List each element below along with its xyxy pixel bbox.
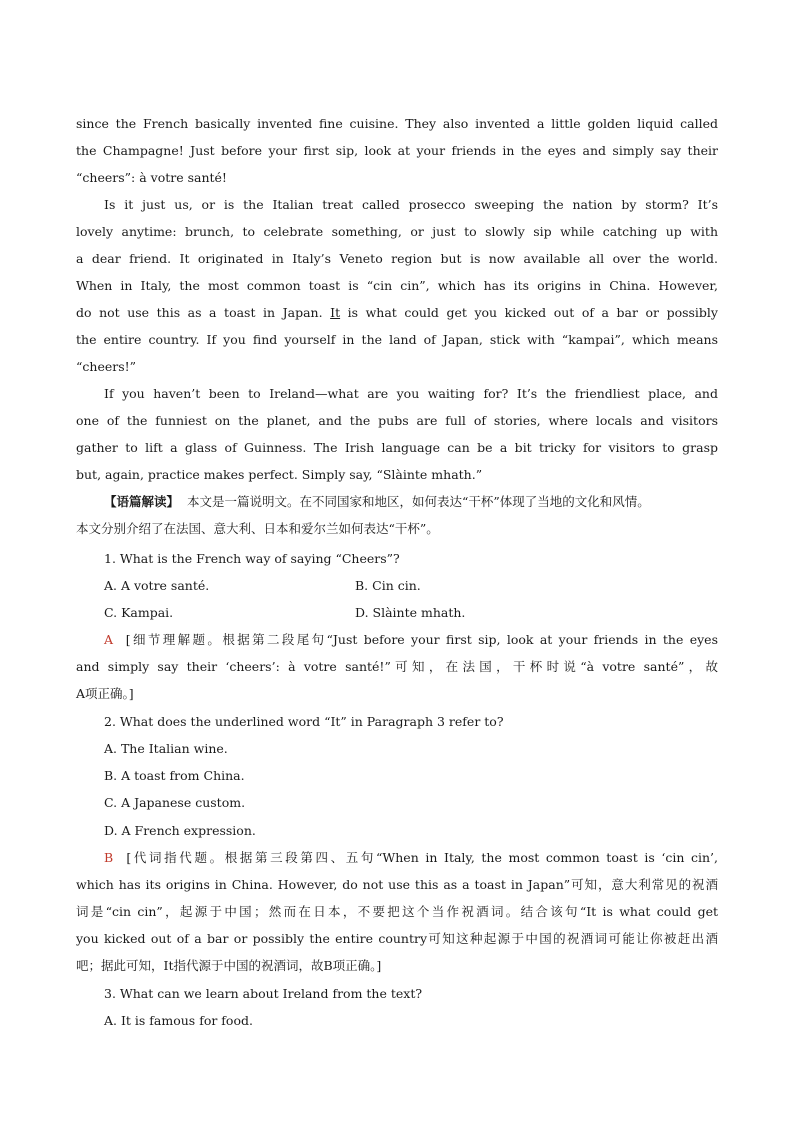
passage-line: lovely anytime: brunch, to celebrate something, or just to slowly sip while catching up with	[76, 224, 718, 239]
explanation-line: A项正确。]	[76, 686, 134, 701]
option-b: B. Cin cin.	[355, 578, 421, 593]
question-stem: 3. What can we learn about Ireland from the text?	[104, 986, 423, 1001]
passage-text: is what could get you kicked out of a bar or possibly	[340, 305, 718, 320]
passage-text: do not use this as a toast in Japan.	[76, 305, 331, 320]
explanation-line	[104, 632, 718, 648]
explanation-line: and simply say their ‘cheers’: à votre santé!”可知，在法国，干杯时说“à votre santé”，故	[76, 659, 718, 674]
passage-line: but, again, practice makes perfect. Simply say, “Slàinte mhath.”	[76, 467, 483, 482]
analysis-line	[104, 494, 718, 510]
question-stem: 2. What does the underlined word “It” in Paragraph 3 refer to?	[104, 714, 504, 729]
option-d: D. Slàinte mhath.	[355, 605, 466, 620]
passage-line: Is it just us, or is the Italian treat called prosecco sweeping the nation by storm? It’s	[104, 197, 718, 212]
explanation-line: 词是“cin cin”，起源于中国；然而在日本，不要把这个当作祝酒词。结合该句“It is what could get	[76, 904, 718, 919]
passage-line-underlined	[76, 305, 718, 321]
question-stem: 1. What is the French way of saying “Cheers”?	[104, 551, 400, 566]
option-a: A. The Italian wine.	[104, 741, 228, 756]
explanation-line: you kicked out of a bar or possibly the entire country可知这种起源于中国的祝酒词可能让你被赶出酒	[76, 931, 718, 946]
explanation-line	[104, 850, 718, 866]
passage-line: since the French basically invented fine cuisine. They also invented a little golden liquid called	[76, 116, 718, 131]
passage-line: If you haven’t been to Ireland—what are you waiting for? It’s the friendliest place, and	[104, 386, 718, 401]
option-c: C. A Japanese custom.	[104, 795, 246, 810]
passage-line: a dear friend. It originated in Italy’s Veneto region but is now available all over the world.	[76, 251, 718, 266]
explanation-text: [代词指代题。根据第三段第四、五句“When in Italy, the most common toast is ‘cin cin’,	[126, 850, 718, 865]
passage-line: “cheers”: à votre santé!	[76, 170, 227, 185]
explanation-text: [细节理解题。根据第二段尾句“Just before your first sip, look at your friends in the eyes	[125, 632, 718, 647]
answer-letter: A	[104, 632, 114, 647]
option-b: B. A toast from China.	[104, 768, 245, 783]
option-c: C. Kampai.	[104, 605, 174, 620]
passage-line: “cheers!”	[76, 359, 137, 374]
explanation-line: 吧；据此可知，It指代源于中国的祝酒词，故B项正确。]	[76, 958, 382, 973]
option-a: A. It is famous for food.	[104, 1013, 253, 1028]
passage-line: the entire country. If you find yourself in the land of Japan, stick with “kampai”, which means	[76, 332, 718, 347]
passage-line: one of the funniest on the planet, and the pubs are full of stories, where locals and visitors	[76, 413, 718, 428]
analysis-text: 本文是一篇说明文。在不同国家和地区，如何表达“干杯”体现了当地的文化和风情。	[186, 494, 650, 509]
passage-line: the Champagne! Just before your first sip, look at your friends in the eyes and simply say their	[76, 143, 718, 158]
answer-letter: B	[104, 850, 114, 865]
analysis-line: 本文分别介绍了在法国、意大利、日本和爱尔兰如何表达“干杯”。	[76, 521, 439, 536]
passage-line: When in Italy, the most common toast is “cin cin”, which has its origins in China. However,	[76, 278, 718, 293]
underlined-word-it: It	[330, 305, 341, 320]
explanation-line: which has its origins in China. However, do not use this as a toast in Japan”可知，意大利常见的祝酒	[76, 877, 718, 892]
option-d: D. A French expression.	[104, 823, 256, 838]
analysis-tag: 【语篇解读】	[104, 494, 180, 509]
option-a: A. A votre santé.	[104, 578, 210, 593]
passage-line: gather to lift a glass of Guinness. The Irish language can be a bit tricky for visitors to grasp	[76, 440, 718, 455]
